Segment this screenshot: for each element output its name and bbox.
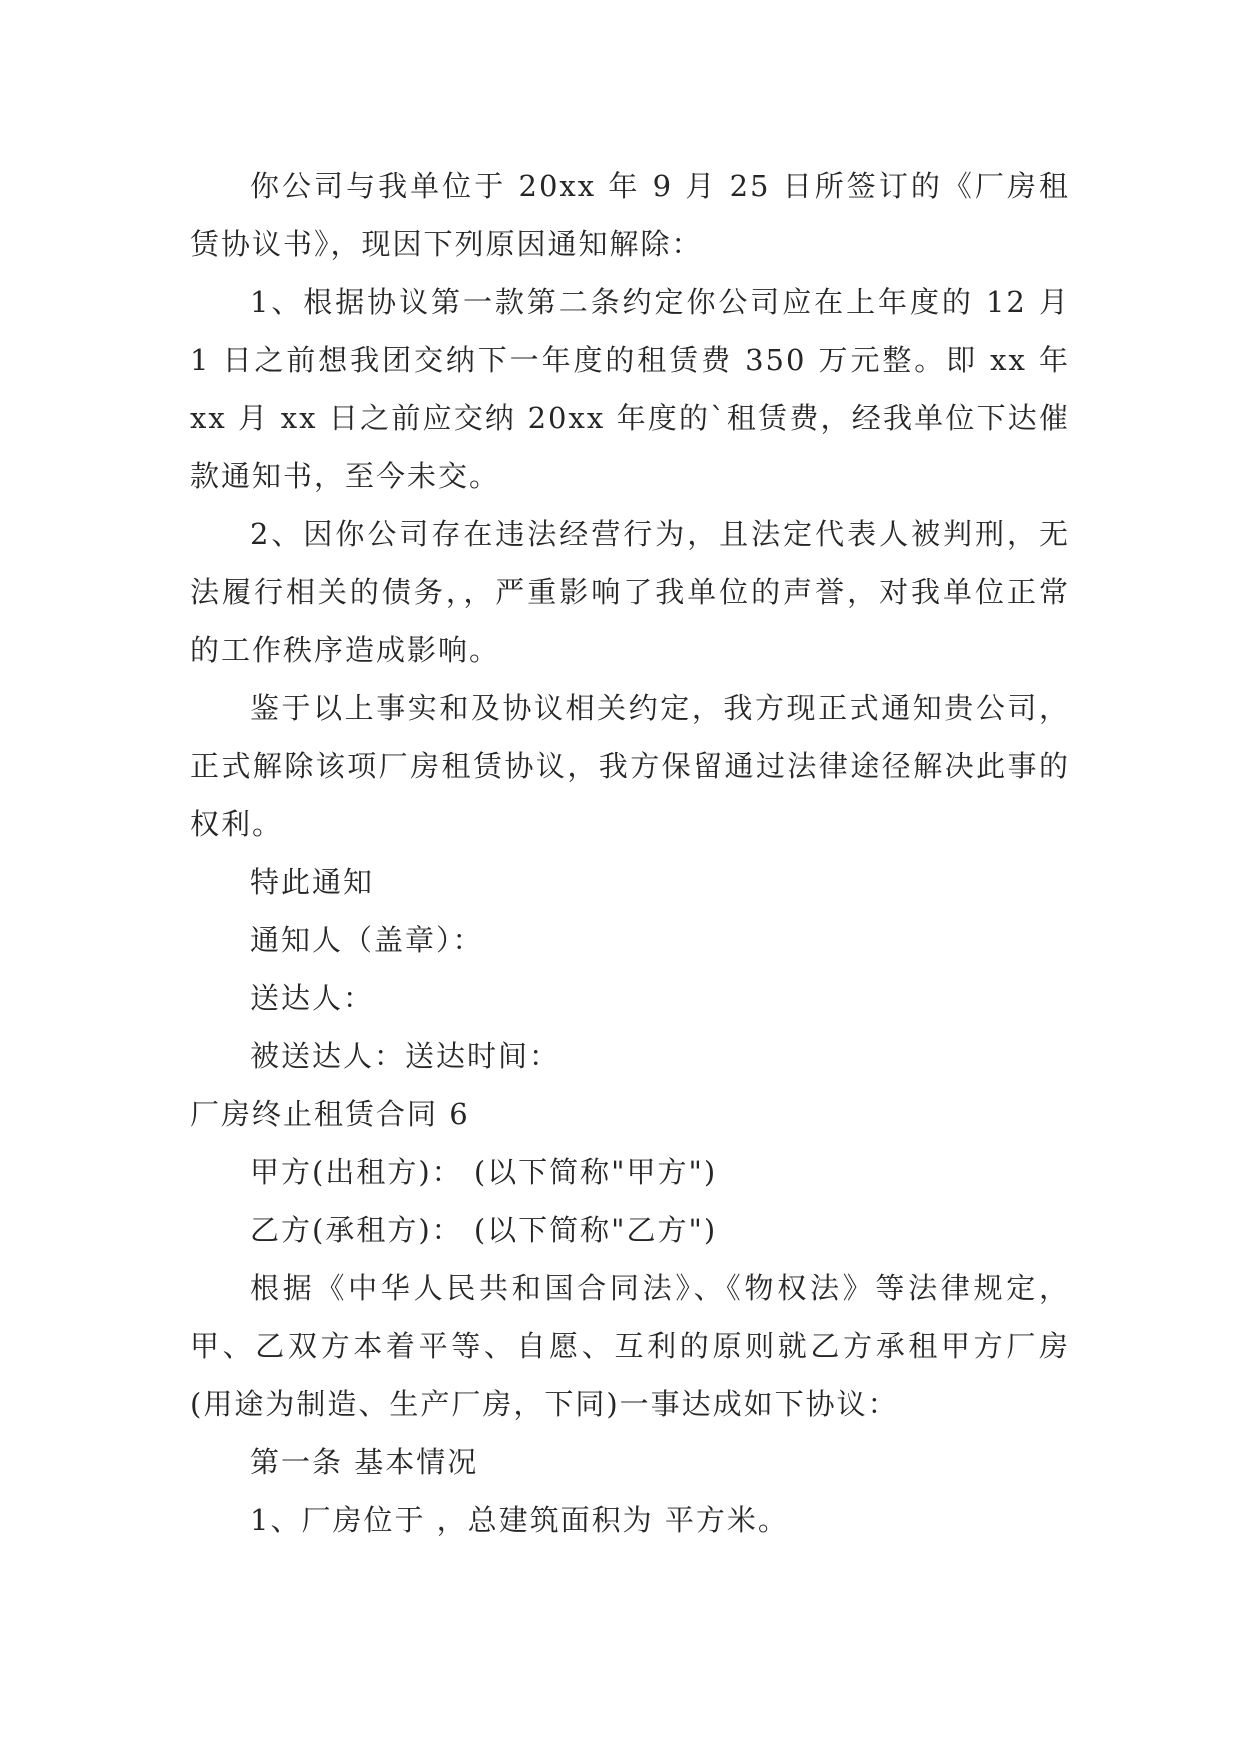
paragraph-party-a: 甲方(出租方)： (以下简称"甲方") [250, 1155, 718, 1189]
section-title: 厂房终止租赁合同 6 [190, 1097, 470, 1131]
paragraph-party-b: 乙方(承租方)： (以下简称"乙方") [250, 1213, 718, 1247]
document-body [190, 157, 1070, 1549]
paragraph-article-1: 第一条 基本情况 [250, 1445, 479, 1479]
paragraph-legal-basis: 根据《中华人民共和国合同法》、《物权法》等法律规定，甲、乙双方本着平等、自愿、互利的原则就乙方承租甲方厂房(用途为制造、生产厂房，下同)一事达成如下协议： [190, 1271, 1070, 1421]
paragraph-article-1-item-1: 1、厂房位于 ，总建筑面积为 平方米。 [250, 1503, 789, 1537]
paragraph-reason-2: 2、因你公司存在违法经营行为，且法定代表人被判刑，无法履行相关的债务，，严重影响了我单位的声誉，对我单位正常的工作秩序造成影响。 [190, 517, 1070, 667]
paragraph-intro: 你公司与我单位于 20xx 年 9 月 25 日所签订的《厂房租赁协议书》，现因下列原因通知解除： [190, 169, 1070, 261]
paragraph-recipient: 被送达人：送达时间： [250, 1039, 561, 1073]
paragraph-notice: 特此通知 [250, 865, 375, 899]
paragraph-notifier: 通知人（盖章）： [250, 923, 484, 957]
paragraph-conclusion: 鉴于以上事实和及协议相关约定，我方现正式通知贵公司，正式解除该项厂房租赁协议，我方保留通过法律途径解决此事的权利。 [190, 691, 1070, 841]
paragraph-reason-1: 1、根据协议第一款第二条约定你公司应在上年度的 12 月 1 日之前想我团交纳下一年度的租赁费 350 万元整。即 xx 年 xx 月 xx 日之前应交纳 20xx 年度的`租赁费，经我单位下达催款通知书，至今未交。 [190, 285, 1070, 493]
paragraph-deliverer: 送达人： [250, 981, 375, 1015]
